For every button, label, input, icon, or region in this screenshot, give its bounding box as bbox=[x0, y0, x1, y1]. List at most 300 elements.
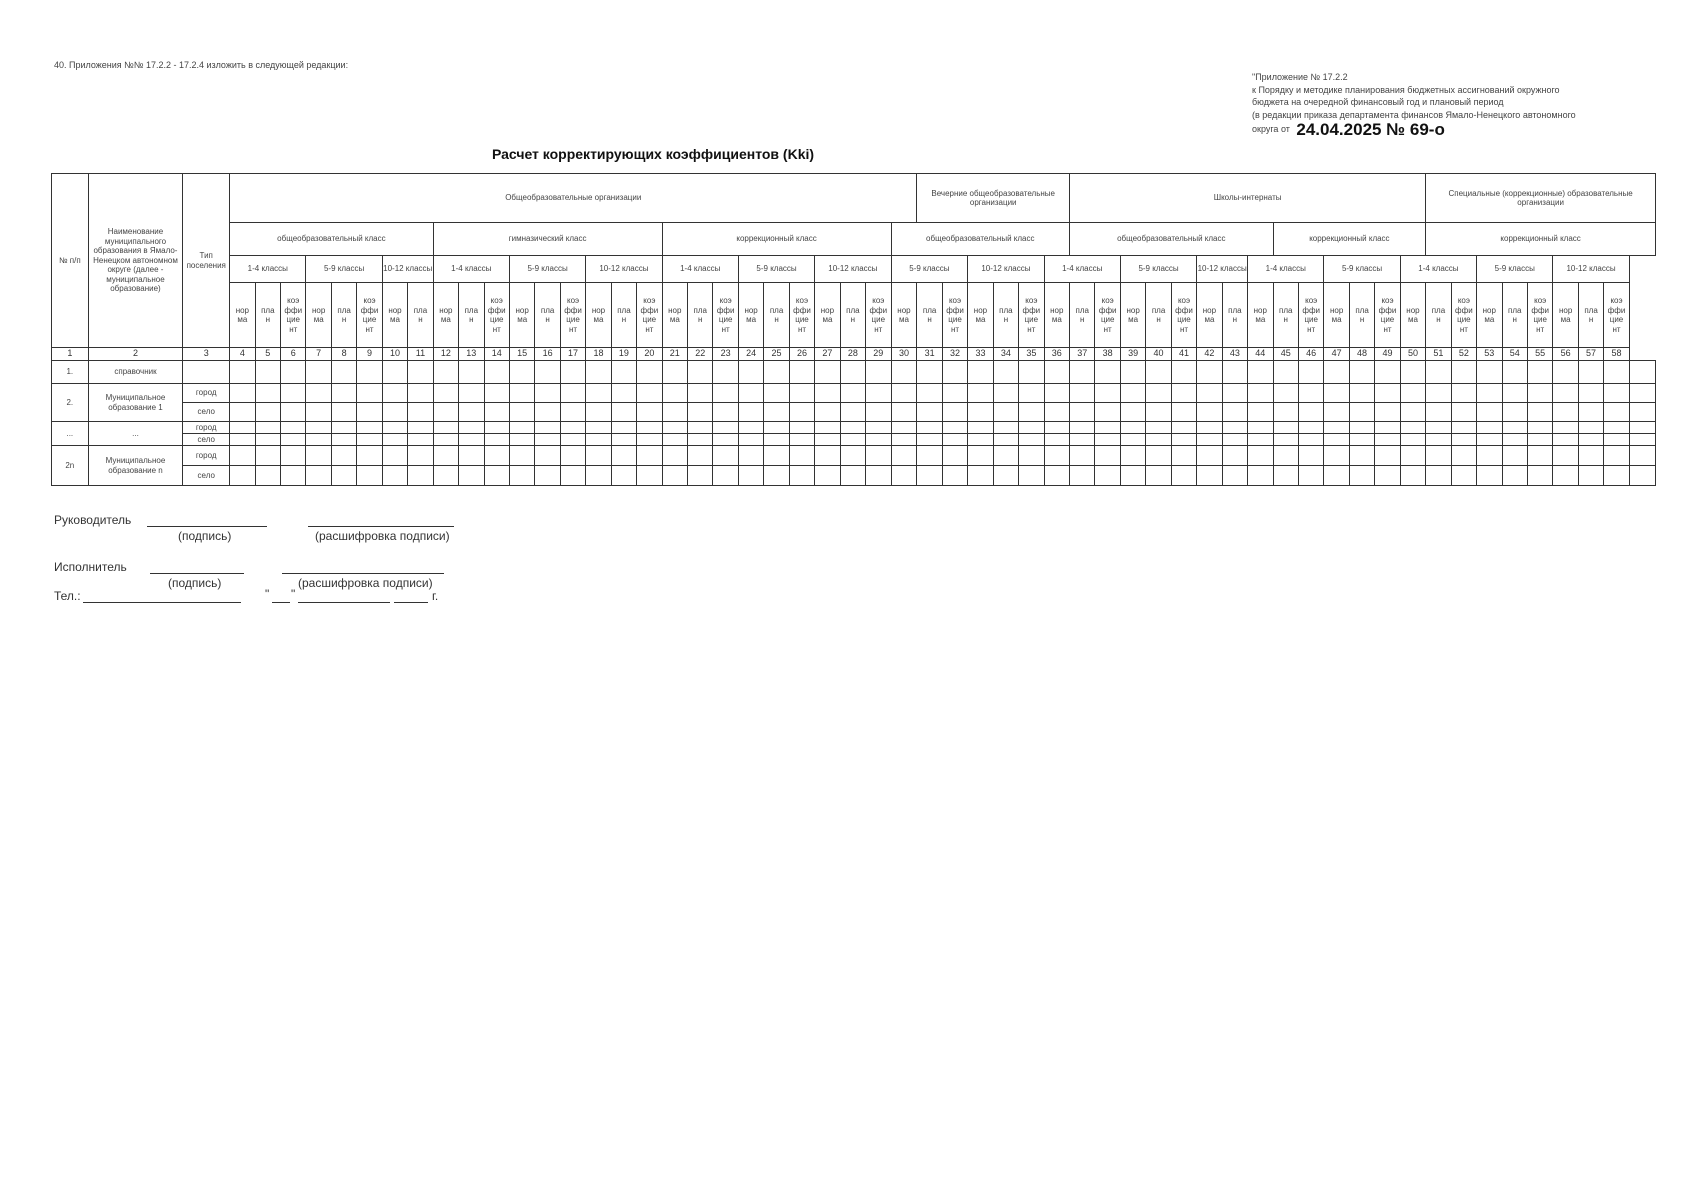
header-plan: пла н bbox=[255, 283, 280, 348]
data-cell bbox=[408, 434, 433, 446]
data-cell bbox=[815, 434, 840, 446]
header-plan: пла н bbox=[1349, 283, 1374, 348]
data-cell bbox=[535, 434, 560, 446]
data-cell bbox=[535, 384, 560, 403]
data-cell bbox=[1527, 384, 1552, 403]
data-cell bbox=[1273, 434, 1298, 446]
header-class: гимназический класс bbox=[433, 223, 662, 256]
data-cell bbox=[942, 403, 967, 422]
column-number: 12 bbox=[433, 348, 458, 361]
column-number: 51 bbox=[1426, 348, 1451, 361]
data-cell bbox=[611, 361, 636, 384]
date-year-suffix: г. bbox=[432, 589, 439, 603]
table-row-mon-city bbox=[52, 446, 1656, 466]
data-cell bbox=[459, 466, 484, 486]
data-cell bbox=[1120, 361, 1145, 384]
data-cell bbox=[993, 384, 1018, 403]
data-cell bbox=[688, 403, 713, 422]
data-cell bbox=[1553, 384, 1578, 403]
data-cell bbox=[382, 403, 407, 422]
data-cell bbox=[357, 403, 382, 422]
data-cell bbox=[1197, 384, 1222, 403]
data-cell bbox=[1070, 422, 1095, 434]
data-cell bbox=[509, 446, 534, 466]
data-cell bbox=[942, 361, 967, 384]
data-cell bbox=[484, 403, 509, 422]
header-grade: 5-9 классы bbox=[1120, 256, 1196, 283]
data-cell bbox=[1578, 434, 1603, 446]
executor-label: Исполнитель bbox=[54, 560, 127, 574]
data-cell bbox=[357, 361, 382, 384]
data-cell bbox=[433, 422, 458, 434]
data-cell bbox=[586, 403, 611, 422]
data-cell bbox=[230, 403, 255, 422]
data-cell bbox=[840, 466, 865, 486]
column-number: 8 bbox=[331, 348, 356, 361]
header-grade: 10-12 классы bbox=[382, 256, 433, 283]
data-cell bbox=[1400, 434, 1426, 446]
row-name: Муниципальное образование 1 bbox=[88, 384, 183, 422]
data-cell bbox=[484, 422, 509, 434]
header-plan: пла н bbox=[1578, 283, 1603, 348]
data-cell bbox=[1070, 361, 1095, 384]
data-cell bbox=[1527, 434, 1552, 446]
data-cell bbox=[993, 361, 1018, 384]
date-year-line bbox=[394, 602, 428, 603]
data-cell bbox=[1553, 422, 1578, 434]
header-norma: нор ма bbox=[815, 283, 840, 348]
column-number: 14 bbox=[484, 348, 509, 361]
date-month-line bbox=[298, 602, 390, 603]
header-coef: коэ ффи циe нт bbox=[560, 283, 585, 348]
data-cell bbox=[1451, 403, 1476, 422]
data-cell bbox=[1273, 466, 1298, 486]
data-cell bbox=[1044, 384, 1069, 403]
date-quote-close: " bbox=[291, 587, 296, 601]
data-cell bbox=[306, 422, 331, 434]
data-cell bbox=[1120, 384, 1145, 403]
column-number: 21 bbox=[662, 348, 687, 361]
data-cell bbox=[331, 446, 356, 466]
data-cell bbox=[1248, 422, 1273, 434]
data-cell bbox=[637, 403, 662, 422]
document-title: Расчет корректирующих коэффициентов (Kki) bbox=[491, 146, 815, 162]
header-class: коррекционный класс bbox=[1273, 223, 1426, 256]
data-cell bbox=[1502, 434, 1527, 446]
data-cell bbox=[1222, 446, 1247, 466]
data-cell bbox=[1426, 446, 1451, 466]
row-type: город bbox=[183, 422, 230, 434]
data-cell bbox=[637, 422, 662, 434]
data-cell bbox=[1273, 446, 1298, 466]
header-norma: нор ма bbox=[433, 283, 458, 348]
data-cell bbox=[1019, 446, 1044, 466]
data-cell bbox=[815, 403, 840, 422]
data-cell bbox=[484, 446, 509, 466]
data-cell bbox=[459, 446, 484, 466]
data-cell bbox=[611, 403, 636, 422]
data-cell bbox=[230, 384, 255, 403]
data-cell bbox=[509, 384, 534, 403]
table-row-ellipsis-city bbox=[52, 422, 1656, 434]
column-number: 11 bbox=[408, 348, 433, 361]
data-cell bbox=[1248, 384, 1273, 403]
data-cell bbox=[789, 434, 814, 446]
data-cell bbox=[1400, 361, 1426, 384]
data-cell bbox=[484, 361, 509, 384]
data-cell bbox=[255, 422, 280, 434]
column-number: 35 bbox=[1019, 348, 1044, 361]
data-cell bbox=[1349, 466, 1374, 486]
data-cell bbox=[1375, 466, 1400, 486]
data-cell bbox=[255, 403, 280, 422]
data-cell bbox=[459, 361, 484, 384]
column-number: 33 bbox=[968, 348, 993, 361]
data-cell bbox=[1604, 361, 1629, 384]
data-cell bbox=[433, 434, 458, 446]
column-number: 46 bbox=[1298, 348, 1323, 361]
data-cell bbox=[509, 466, 534, 486]
data-cell bbox=[408, 384, 433, 403]
header-grade: 10-12 классы bbox=[586, 256, 662, 283]
column-number: 28 bbox=[840, 348, 865, 361]
data-cell bbox=[1248, 361, 1273, 384]
header-norma: нор ма bbox=[1400, 283, 1426, 348]
data-cell bbox=[688, 361, 713, 384]
data-cell bbox=[1375, 434, 1400, 446]
data-cell bbox=[1070, 446, 1095, 466]
data-cell bbox=[764, 466, 789, 486]
data-cell bbox=[764, 422, 789, 434]
data-cell bbox=[281, 361, 306, 384]
data-cell bbox=[662, 422, 687, 434]
data-cell bbox=[891, 403, 917, 422]
data-cell bbox=[560, 422, 585, 434]
data-cell bbox=[535, 361, 560, 384]
data-cell bbox=[713, 466, 738, 486]
data-cell bbox=[1426, 384, 1451, 403]
row-type: село bbox=[183, 466, 230, 486]
header-grade: 5-9 классы bbox=[306, 256, 382, 283]
data-cell bbox=[1604, 403, 1629, 422]
data-cell bbox=[789, 422, 814, 434]
data-cell bbox=[637, 361, 662, 384]
phone-line bbox=[83, 602, 241, 603]
header-class: коррекционный класс bbox=[662, 223, 891, 256]
data-cell bbox=[1629, 384, 1655, 403]
data-cell bbox=[1298, 403, 1323, 422]
data-cell bbox=[1477, 403, 1502, 422]
data-cell bbox=[1273, 384, 1298, 403]
header-coef: коэ ффи циe нт bbox=[1527, 283, 1552, 348]
data-cell bbox=[917, 446, 942, 466]
data-cell bbox=[1527, 361, 1552, 384]
table-row-mon-village bbox=[52, 466, 1656, 486]
data-cell bbox=[1146, 403, 1171, 422]
table-row-ellipsis-village bbox=[52, 434, 1656, 446]
data-cell bbox=[484, 466, 509, 486]
coefficient-table bbox=[51, 173, 1656, 486]
data-cell bbox=[331, 466, 356, 486]
data-cell bbox=[789, 384, 814, 403]
row-type: город bbox=[183, 446, 230, 466]
data-cell bbox=[1502, 384, 1527, 403]
data-cell bbox=[306, 361, 331, 384]
data-cell bbox=[1120, 403, 1145, 422]
data-cell bbox=[1527, 466, 1552, 486]
head-label: Руководитель bbox=[54, 513, 132, 527]
date-day-line bbox=[272, 602, 290, 603]
data-cell bbox=[433, 361, 458, 384]
data-cell bbox=[1527, 422, 1552, 434]
appendix-line-date bbox=[1252, 120, 1672, 139]
data-cell bbox=[840, 403, 865, 422]
header-norma: нор ма bbox=[738, 283, 763, 348]
header-grade: 10-12 классы bbox=[815, 256, 891, 283]
header-grade: 5-9 классы bbox=[738, 256, 814, 283]
header-group: Вечерние общеобразовательные организации bbox=[917, 174, 1070, 223]
appendix-stamp-date: 24.04.2025 № 69-о bbox=[1296, 120, 1445, 139]
header-coef: коэ ффи циe нт bbox=[357, 283, 382, 348]
data-cell bbox=[1451, 384, 1476, 403]
data-cell bbox=[1248, 403, 1273, 422]
column-number: 13 bbox=[459, 348, 484, 361]
column-number: 52 bbox=[1451, 348, 1476, 361]
row-name: Муниципальное образование n bbox=[88, 446, 183, 486]
data-cell bbox=[866, 434, 891, 446]
header-coef: коэ ффи циe нт bbox=[484, 283, 509, 348]
column-number: 24 bbox=[738, 348, 763, 361]
data-cell bbox=[1146, 434, 1171, 446]
data-cell bbox=[917, 466, 942, 486]
header-row-groups bbox=[52, 174, 1656, 223]
data-cell bbox=[1146, 466, 1171, 486]
data-cell bbox=[815, 361, 840, 384]
column-number: 50 bbox=[1400, 348, 1426, 361]
data-cell bbox=[1324, 434, 1349, 446]
data-cell bbox=[688, 422, 713, 434]
data-cell bbox=[1604, 434, 1629, 446]
header-coef: коэ ффи циe нт bbox=[942, 283, 967, 348]
data-cell bbox=[662, 446, 687, 466]
column-number: 2 bbox=[88, 348, 183, 361]
data-cell bbox=[611, 446, 636, 466]
data-cell bbox=[1527, 403, 1552, 422]
data-cell bbox=[662, 361, 687, 384]
data-cell bbox=[1044, 403, 1069, 422]
header-norma: нор ма bbox=[1044, 283, 1069, 348]
column-number: 57 bbox=[1578, 348, 1603, 361]
data-cell bbox=[1222, 361, 1247, 384]
appendix-line: к Порядку и методике планирования бюджетных ассигнований окружного bbox=[1252, 84, 1560, 95]
data-cell bbox=[1095, 434, 1120, 446]
data-cell bbox=[306, 434, 331, 446]
data-cell bbox=[866, 403, 891, 422]
data-cell bbox=[662, 466, 687, 486]
data-cell bbox=[1349, 403, 1374, 422]
appendix-line: бюджета на очередной финансовый год и плановый период bbox=[1252, 97, 1504, 107]
row-type-empty bbox=[183, 361, 230, 384]
data-cell bbox=[1222, 466, 1247, 486]
data-cell bbox=[611, 466, 636, 486]
data-cell bbox=[764, 384, 789, 403]
header-grade: 1-4 классы bbox=[230, 256, 306, 283]
data-cell bbox=[1349, 434, 1374, 446]
data-cell bbox=[1578, 384, 1603, 403]
column-number: 36 bbox=[1044, 348, 1069, 361]
data-cell bbox=[1604, 446, 1629, 466]
header-grade: 1-4 классы bbox=[1044, 256, 1120, 283]
data-cell bbox=[891, 384, 917, 403]
data-cell bbox=[586, 422, 611, 434]
data-cell bbox=[764, 434, 789, 446]
data-cell bbox=[331, 434, 356, 446]
data-cell bbox=[357, 466, 382, 486]
data-cell bbox=[1019, 384, 1044, 403]
header-no: № п/п bbox=[52, 174, 89, 348]
data-cell bbox=[637, 434, 662, 446]
data-cell bbox=[1298, 434, 1323, 446]
column-number: 15 bbox=[509, 348, 534, 361]
data-cell bbox=[433, 466, 458, 486]
data-cell bbox=[586, 384, 611, 403]
data-cell bbox=[1044, 434, 1069, 446]
data-cell bbox=[1375, 422, 1400, 434]
data-cell bbox=[968, 403, 993, 422]
data-cell bbox=[891, 361, 917, 384]
data-cell bbox=[968, 384, 993, 403]
row-number: 2. bbox=[52, 384, 89, 422]
data-cell bbox=[1171, 403, 1196, 422]
data-cell bbox=[306, 446, 331, 466]
header-norma: нор ма bbox=[1324, 283, 1349, 348]
data-cell bbox=[509, 422, 534, 434]
data-cell bbox=[789, 446, 814, 466]
column-number-row bbox=[52, 348, 1656, 361]
data-cell bbox=[866, 361, 891, 384]
intro-text: 40. Приложения №№ 17.2.2 - 17.2.4 изложить в следующей редакции: bbox=[54, 60, 349, 70]
header-coef: коэ ффи циe нт bbox=[1375, 283, 1400, 348]
header-norma: нор ма bbox=[230, 283, 255, 348]
column-number: 18 bbox=[586, 348, 611, 361]
header-plan: пла н bbox=[917, 283, 942, 348]
data-cell bbox=[1349, 446, 1374, 466]
data-cell bbox=[993, 434, 1018, 446]
data-cell bbox=[993, 446, 1018, 466]
column-number: 45 bbox=[1273, 348, 1298, 361]
header-norma: нор ма bbox=[1553, 283, 1578, 348]
data-cell bbox=[662, 403, 687, 422]
data-cell bbox=[968, 466, 993, 486]
data-cell bbox=[1578, 422, 1603, 434]
data-cell bbox=[1324, 446, 1349, 466]
column-number: 29 bbox=[866, 348, 891, 361]
data-cell bbox=[408, 422, 433, 434]
data-cell bbox=[1477, 434, 1502, 446]
appendix-date-prefix: округа от bbox=[1252, 124, 1290, 134]
header-plan: пла н bbox=[1222, 283, 1247, 348]
data-cell bbox=[281, 422, 306, 434]
column-number: 37 bbox=[1070, 348, 1095, 361]
header-plan: пла н bbox=[840, 283, 865, 348]
data-cell bbox=[1578, 361, 1603, 384]
data-cell bbox=[1197, 446, 1222, 466]
data-cell bbox=[255, 384, 280, 403]
data-cell bbox=[1426, 466, 1451, 486]
column-number: 41 bbox=[1171, 348, 1196, 361]
header-norma: нор ма bbox=[968, 283, 993, 348]
data-cell bbox=[1451, 422, 1476, 434]
data-cell bbox=[942, 466, 967, 486]
data-cell bbox=[688, 434, 713, 446]
header-class: общеобразовательный класс bbox=[891, 223, 1070, 256]
data-cell bbox=[866, 384, 891, 403]
data-cell bbox=[382, 466, 407, 486]
data-cell bbox=[1400, 446, 1426, 466]
data-cell bbox=[357, 434, 382, 446]
data-cell bbox=[738, 434, 763, 446]
header-coef: коэ ффи циe нт bbox=[1095, 283, 1120, 348]
column-number: 40 bbox=[1146, 348, 1171, 361]
data-cell bbox=[713, 403, 738, 422]
data-cell bbox=[382, 446, 407, 466]
data-cell bbox=[968, 361, 993, 384]
data-cell bbox=[917, 384, 942, 403]
column-number: 4 bbox=[230, 348, 255, 361]
data-cell bbox=[1629, 466, 1655, 486]
data-cell bbox=[840, 434, 865, 446]
data-cell bbox=[1298, 361, 1323, 384]
data-cell bbox=[509, 403, 534, 422]
data-cell bbox=[968, 434, 993, 446]
data-cell bbox=[1146, 361, 1171, 384]
data-cell bbox=[1400, 422, 1426, 434]
data-cell bbox=[662, 434, 687, 446]
data-cell bbox=[1120, 422, 1145, 434]
header-grade: 10-12 классы bbox=[968, 256, 1044, 283]
data-cell bbox=[738, 466, 763, 486]
data-cell bbox=[637, 446, 662, 466]
header-plan: пла н bbox=[535, 283, 560, 348]
data-cell bbox=[891, 434, 917, 446]
header-type: Тип поселения bbox=[183, 174, 230, 348]
column-number: 53 bbox=[1477, 348, 1502, 361]
data-cell bbox=[560, 403, 585, 422]
column-number: 3 bbox=[183, 348, 230, 361]
data-cell bbox=[611, 434, 636, 446]
head-signature-line bbox=[147, 526, 267, 527]
row-number: 1. bbox=[52, 361, 89, 384]
data-cell bbox=[1120, 434, 1145, 446]
data-cell bbox=[433, 446, 458, 466]
data-cell bbox=[815, 422, 840, 434]
data-cell bbox=[230, 466, 255, 486]
data-cell bbox=[942, 434, 967, 446]
header-class: коррекционный класс bbox=[1426, 223, 1656, 256]
column-number: 25 bbox=[764, 348, 789, 361]
data-cell bbox=[1095, 466, 1120, 486]
column-number: 42 bbox=[1197, 348, 1222, 361]
data-cell bbox=[764, 403, 789, 422]
data-cell bbox=[866, 446, 891, 466]
data-cell bbox=[1298, 384, 1323, 403]
header-grade: 1-4 классы bbox=[433, 256, 509, 283]
data-cell bbox=[1349, 422, 1374, 434]
data-cell bbox=[1477, 446, 1502, 466]
data-cell bbox=[281, 434, 306, 446]
data-cell bbox=[1604, 384, 1629, 403]
data-cell bbox=[891, 466, 917, 486]
